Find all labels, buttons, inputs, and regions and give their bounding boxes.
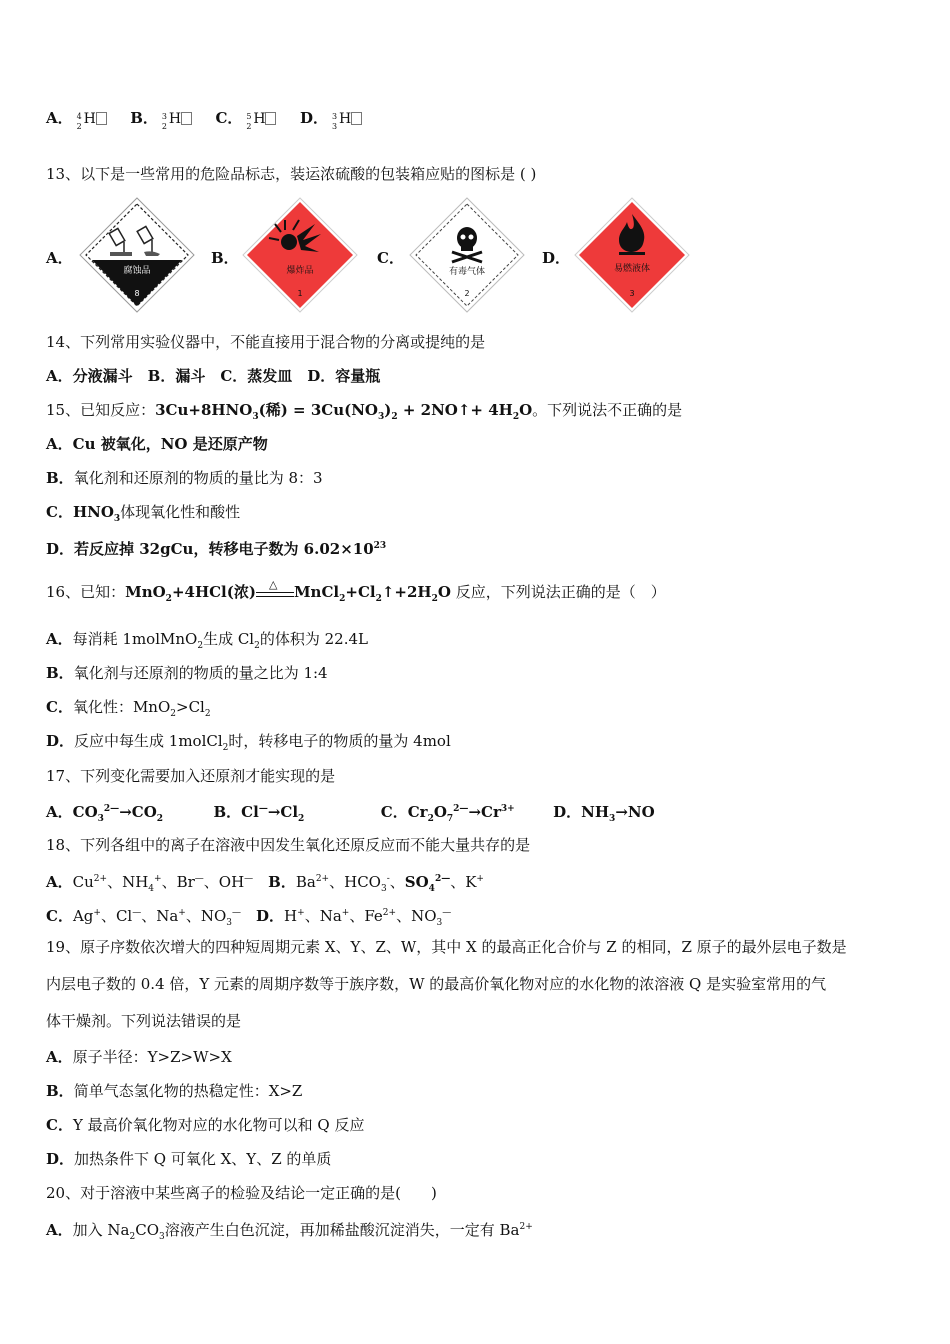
q12-c-z: 2 (246, 122, 252, 131)
q12-b-z: 2 (161, 122, 167, 131)
toxic-sign-text: 有毒气体 (448, 267, 486, 277)
missing-glyph-box (351, 112, 362, 125)
q16-stem: 16、已知：MnO$_2$+4HCl(浓) △ $MnCl_2+Cl_2↑+2H_2O$ 反应，下列说法正确的是（ ） (46, 578, 666, 604)
q18-options-ab: A．$Cu^{2+}$、$NH_4^+$、Br—、OH— B．$Ba^{2+}$、$HCO_3^-$、$SO_4^{2—}$、K+ (46, 873, 484, 894)
q16-a-pre: 每消耗 1molMnO (72, 630, 198, 648)
q18-options-cd: C．Ag+、Cl—、Na+、$NO_3^—$ D．H+、Na+、$Fe^{2+}$、$NO_3^—$ (46, 907, 452, 928)
q19-stem-line3: 体干燥剂。下列说法错误的是 (46, 1012, 242, 1030)
q13-option-d-label: D． (542, 249, 571, 267)
q12-option-a-label: A． (46, 109, 73, 127)
q15-equation: $3Cu+8HNO_3$(稀) = $3Cu(NO_3)_2$ + 2NO↑+ $4H_2O$ (155, 401, 533, 422)
q14-stem: 14、下列常用实验仪器中，不能直接用于混合物的分离或提纯的是 (46, 333, 486, 351)
q16-option-d: D．反应中每生成 1molCl$_2$时，转移电子的物质的量为 4mol (46, 732, 451, 753)
q15-option-a: A．Cu 被氧化，NO 是还原产物 (46, 435, 268, 453)
corrosive-hazard-sign (78, 196, 196, 314)
missing-glyph-box (265, 112, 276, 125)
toxic-sign-class: 2 (464, 289, 470, 298)
q15-option-c: C．$HNO_3$体现氧化性和酸性 (46, 503, 241, 524)
q12-d-mass: 3 (331, 112, 338, 121)
q20-option-a: A．加入 $Na_2CO_3$溶液产生白色沉淀，再加稀盐酸沉淀消失，一定有 $Ba^{2+}$ (46, 1221, 533, 1242)
q15-option-b: B．氧化剂和还原剂的物质的量比为 8：3 (46, 469, 323, 487)
q12-option-b-isotope (162, 109, 192, 129)
q13-option-a-label: A． (46, 249, 73, 267)
q15-a-text: Cu 被氧化，NO 是还原产物 (72, 435, 268, 453)
explosive-sign-text: 爆炸品 (286, 266, 314, 276)
q16-c-pre: 氧化性：MnO (72, 698, 171, 716)
q19-b-text: 简单气态氢化物的热稳定性：X>Z (73, 1082, 303, 1100)
q13-option-c-label: C． (377, 249, 404, 267)
q12-b-mass: 3 (161, 112, 167, 121)
q12-option-c-label: C． (215, 109, 243, 127)
q16-option-b: B．氧化剂与还原剂的物质的量之比为 1:4 (46, 664, 328, 682)
q12-d-symbol: H (338, 111, 352, 127)
q17-stem: 17、下列变化需要加入还原剂才能实现的是 (46, 767, 336, 785)
heat-equals-arrow: △ (256, 583, 294, 603)
q15-d-exp: 23 (373, 541, 387, 551)
q15-c-text: 体现氧化性和酸性 (120, 503, 241, 521)
q17-options: A．$CO_3^{2—}\to CO_2$ B．$Cl^—\to Cl_2$ C．$Cr_2O_7^{2—}\to Cr^{3+}$ D．$NH_3\to NO$ (46, 803, 655, 824)
q16-b-text: 氧化剂与还原剂的物质的量之比为 1:4 (73, 664, 328, 682)
q12-d-z: 3 (331, 122, 338, 131)
corrosive-sign-class: 8 (134, 289, 140, 298)
q19-d-text: 加热条件下 Q 可氧化 X、Y、Z 的单质 (74, 1150, 332, 1168)
q15-option-d: D．若反应掉 32gCu，转移电子数为 $6.02\times 10^{23}$ (46, 540, 387, 558)
q14-options: A．分液漏斗 B．漏斗 C．蒸发皿 D．容量瓶 (46, 367, 381, 385)
q16-d-pre: 反应中每生成 1molCl (74, 732, 223, 750)
q12-a-symbol: H (83, 111, 96, 127)
missing-glyph-box (181, 112, 192, 125)
q19-stem-line2: 内层电子数的 0.4 倍，Y 元素的周期序数等于族序数，W 的最高价氧化物对应的水化物的浓溶液 Q 是实验室常用的气 (46, 975, 827, 993)
q19-option-d: D．加热条件下 Q 可氧化 X、Y、Z 的单质 (46, 1150, 332, 1168)
q20-a-mid2: 溶液产生白色沉淀，再加稀盐酸沉淀消失，一定有 Ba (164, 1221, 520, 1239)
q16-option-a: A．每消耗 1molMnO$_2$生成 $Cl_2$的体积为 22.4L (46, 630, 368, 651)
q19-option-c: C．Y 最高价氧化物对应的水化物可以和 Q 反应 (46, 1116, 365, 1134)
q12-option-a-isotope (77, 109, 107, 129)
q15-stem-post: 。下列说法不正确的是 (532, 401, 683, 419)
q12-option-b-label: B． (130, 109, 158, 127)
q15-d-text: 若反应掉 32gCu，转移电子数为 6.02×10 (74, 540, 374, 558)
q19-stem-line1: 19、原子序数依次增大的四种短周期元素 X、Y、Z、W，其中 X 的最高正化合价与 Z 的相同，Z 原子的最外层电子数是 (46, 938, 847, 956)
q19-c-text: Y 最高价氧化物对应的水化物可以和 Q 反应 (72, 1116, 365, 1134)
q16-a-post: 的体积为 22.4L (259, 630, 368, 648)
q12-b-symbol: H (168, 111, 182, 127)
q15-stem-pre: 15、已知反应： (46, 401, 156, 419)
q12-option-d-label: D． (299, 109, 328, 127)
corrosive-sign-text: 腐蚀品 (123, 266, 151, 276)
q16-c-post: >Cl (176, 698, 205, 716)
q20-a-pre: 加入 Na (72, 1221, 130, 1239)
q12-c-mass: 5 (246, 112, 252, 121)
q12-option-d-isotope (332, 109, 362, 129)
q16-stem-pre: 16、已知： (46, 583, 126, 601)
q16-option-c: C．氧化性：$MnO_2>Cl_2$ (46, 698, 211, 719)
q12-options (46, 108, 362, 129)
missing-glyph-box (96, 112, 107, 125)
q15-b-text: 氧化剂和还原剂的物质的量比为 8：3 (73, 469, 323, 487)
q20-a-charge: 2+ (519, 1222, 533, 1232)
flammable-sign-class: 3 (629, 289, 635, 298)
q12-a-mass: 4 (76, 112, 82, 121)
q15-stem (46, 400, 682, 427)
flammable-sign-text: 易燃液体 (613, 264, 651, 274)
q19-a-text: 原子半径：Y>Z>W>X (72, 1048, 232, 1066)
q19-option-a: A．原子半径：Y>Z>W>X (46, 1048, 232, 1066)
q12-c-symbol: H (253, 111, 266, 127)
q16-d-post: 时，转移电子的物质的量为 4mol (228, 732, 451, 750)
q13-stem: 13、以下是一些常用的危险品标志，装运浓硫酸的包装箱应贴的图标是 ( ) (46, 165, 537, 183)
q12-a-z: 2 (76, 122, 82, 131)
flammable-liquid-hazard-sign (573, 196, 691, 314)
q16-a-mid: 生成 Cl (203, 630, 255, 648)
q20-a-mid: CO (135, 1221, 159, 1239)
toxic-gas-hazard-sign (408, 196, 526, 314)
q19-option-b: B．简单气态氢化物的热稳定性：X>Z (46, 1082, 303, 1100)
q20-stem: 20、对于溶液中某些离子的检验及结论一定正确的是( ) (46, 1184, 437, 1202)
q13-option-b-label: B． (211, 249, 239, 267)
q18-stem: 18、下列各组中的离子在溶液中因发生氧化还原反应而不能大量共存的是 (46, 836, 531, 854)
explosive-hazard-sign (241, 196, 359, 314)
explosive-sign-class: 1 (297, 289, 303, 298)
q16-stem-post: 反应，下列说法正确的是（ ） (455, 583, 666, 601)
q12-option-c-isotope (246, 109, 276, 129)
